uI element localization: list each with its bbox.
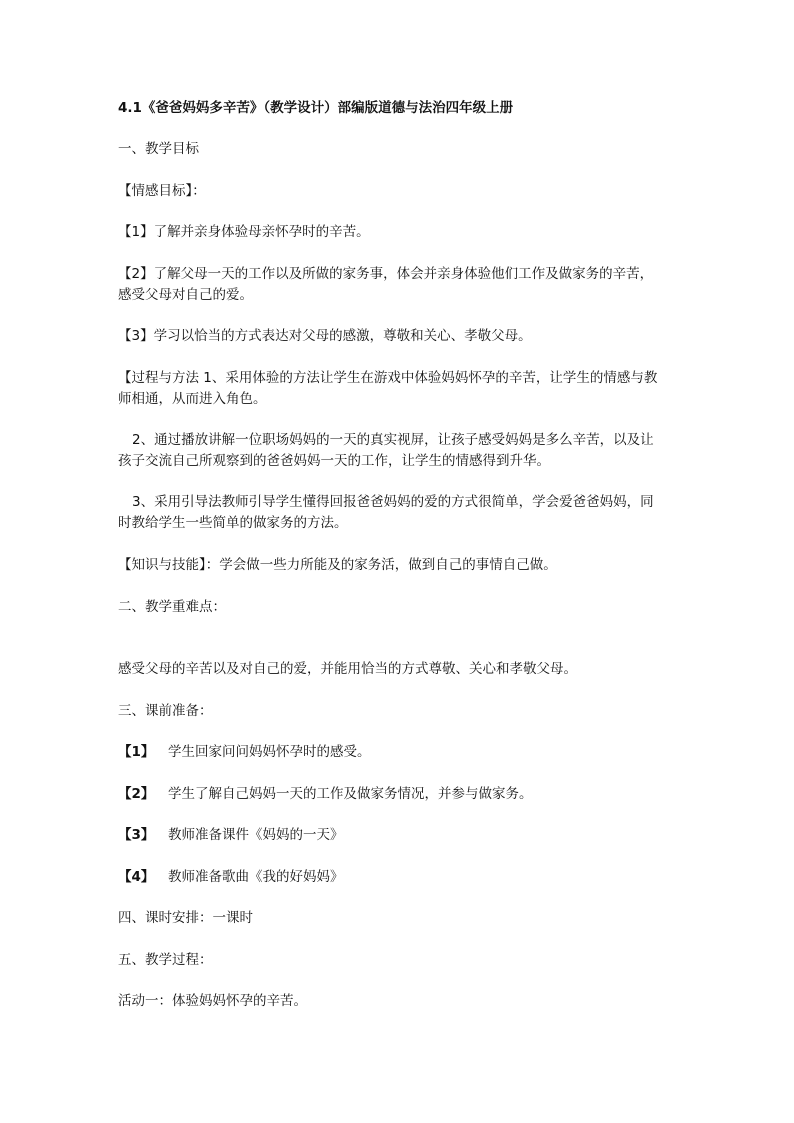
section-heading-schedule: 四、课时安排：一课时	[118, 910, 253, 926]
section-heading-keypoints: 二、教学重难点：	[118, 599, 226, 615]
knowledge-skills: 【知识与技能】：学会做一些力所能及的家务活，做到自己的事情自己做。	[118, 557, 557, 573]
prep-item-text: 学生了解自己妈妈一天的工作及做家务情况，并参与做家务。	[168, 786, 533, 802]
keypoint-text: 感受父母的辛苦以及对自己的爱，并能用恰当的方式尊敬、关心和孝敬父母。	[118, 661, 577, 677]
prep-item-text: 学生回家问问妈妈怀孕时的感受。	[168, 744, 371, 760]
section-heading-preparation: 三、课前准备：	[118, 703, 213, 719]
section-heading-process: 五、教学过程：	[118, 952, 213, 968]
prep-item-number: 【3】	[118, 827, 155, 843]
prep-item-text: 教师准备歌曲《我的好妈妈》	[168, 869, 344, 885]
prep-item-text: 教师准备课件《妈妈的一天》	[168, 827, 344, 843]
goal-item-2-line2: 感受父母对自己的爱。	[118, 287, 253, 303]
process-item-1-line1: 【过程与方法 1、采用体验的方法让学生在游戏中体验妈妈怀孕的辛苦，让学生的情感与教	[118, 370, 658, 386]
process-item-3-line2: 时教给学生一些简单的做家务的方法。	[118, 515, 348, 531]
goal-item-3: 【3】学习以恰当的方式表达对父母的感激，尊敬和关心、孝敬父母。	[118, 328, 532, 344]
process-item-1-line2: 师相通，从而进入角色。	[118, 391, 267, 407]
emotion-goal-heading: 【情感目标】：	[118, 183, 206, 199]
prep-item-4	[118, 867, 678, 888]
process-item-2-line1: 2、通过播放讲解一位职场妈妈的一天的真实视屏，让孩子感受妈妈是多么辛苦，以及让	[132, 432, 654, 448]
prep-item-number: 【2】	[118, 786, 155, 802]
prep-item-1	[118, 742, 678, 763]
process-item-3-line1: 3、采用引导法教师引导学生懂得回报爸爸妈妈的爱的方式很简单，学会爱爸爸妈妈，同	[132, 494, 654, 510]
document-title: 4.1《爸爸妈妈多辛苦》（教学设计）部编版道德与法治四年级上册	[118, 100, 514, 116]
activity-1-heading: 活动一：体验妈妈怀孕的辛苦。	[118, 993, 307, 1009]
prep-item-number: 【4】	[118, 869, 155, 885]
prep-item-2	[118, 784, 678, 805]
process-item-2-line2: 孩子交流自己所观察到的爸爸妈妈一天的工作，让学生的情感得到升华。	[118, 453, 550, 469]
section-heading-objectives: 一、教学目标	[118, 141, 199, 157]
prep-item-number: 【1】	[118, 744, 155, 760]
goal-item-1: 【1】了解并亲身体验母亲怀孕时的辛苦。	[118, 224, 370, 240]
prep-item-3	[118, 825, 678, 846]
goal-item-2-line1: 【2】了解父母一天的工作以及所做的家务事，体会并亲身体验他们工作及做家务的辛苦，	[118, 266, 654, 282]
